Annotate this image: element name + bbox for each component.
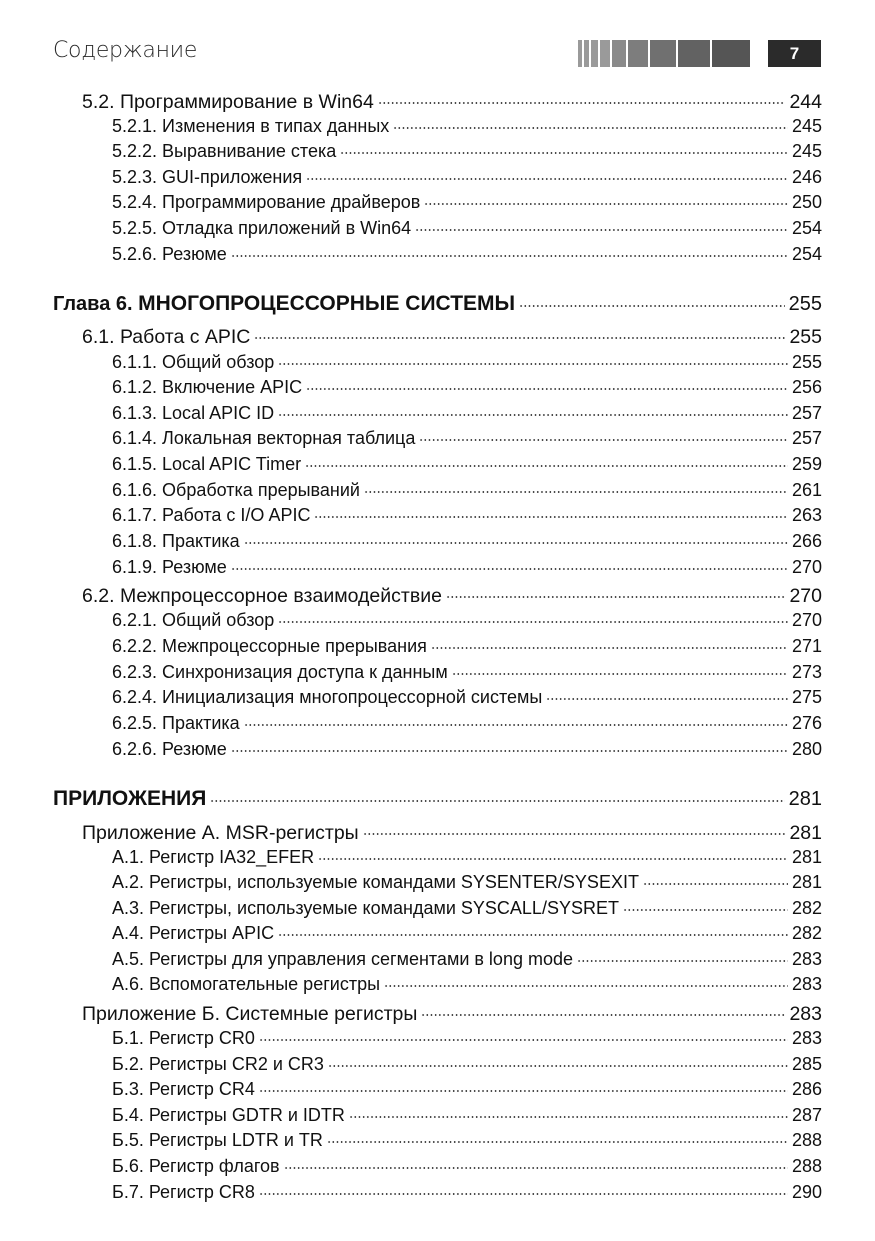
toc-page-number: 287 [791,1105,822,1125]
toc-page-number: 254 [791,244,822,264]
header-decor-segment [584,40,589,67]
dot-leader [364,478,788,496]
dot-leader [231,242,788,260]
dot-leader [643,870,788,888]
toc-sub-entry[interactable] [112,972,822,993]
toc-page-number: 270 [791,610,822,630]
toc-entry-title: 5.2.4. Программирование драйверов [112,192,421,212]
dot-leader [278,608,788,626]
toc-page-number: 255 [788,293,822,315]
toc-entry-title: 6.1.8. Практика [112,531,240,551]
toc-entry-title: Б.4. Регистры GDTR и IDTR [112,1105,345,1125]
header-decor-segment [600,40,610,67]
toc-sub-entry[interactable] [112,165,822,186]
toc-page-number: 283 [791,974,822,994]
toc-entry-title: 6.2.6. Резюме [112,739,227,759]
toc-page-number: 288 [791,1130,822,1150]
toc-sub-entry[interactable] [112,1052,822,1073]
dot-leader [278,350,788,368]
toc-page-number: 281 [791,847,822,867]
toc-entry-title: А.2. Регистры, используемые командами SYSENTER/SYSEXIT [112,872,639,892]
toc-entry-title: Б.7. Регистр CR8 [112,1182,255,1202]
toc-sub-entry[interactable] [112,190,822,211]
toc-sub-entry[interactable] [112,114,822,135]
running-title: Содержание [53,38,198,63]
toc-chapter-entry[interactable] [53,290,822,314]
toc-sub-entry[interactable] [112,350,822,371]
toc-entry-title: А.3. Регистры, используемые командами SYSCALL/SYSRET [112,898,619,918]
dot-leader [305,452,788,470]
toc-sub-entry[interactable] [112,503,822,524]
toc-page-number: 288 [791,1156,822,1176]
toc-page-number: 275 [791,687,822,707]
toc-entry-title: 6.2.3. Синхронизация доступа к данным [112,662,448,682]
toc-entry-title: 6.1.1. Общий обзор [112,352,275,372]
toc-entry-title: Приложение А. MSR-регистры [82,821,359,844]
toc-page-number: 250 [791,192,822,212]
toc-entry-title: 6.1.5. Local APIC Timer [112,454,302,474]
toc-entry-title: 5.2. Программирование в Win64 [82,90,374,113]
toc-section-entry[interactable] [82,323,822,347]
toc-sub-entry[interactable] [112,1077,822,1098]
toc-sub-entry[interactable] [112,1103,822,1124]
toc-entry-title: 6.1.9. Резюме [112,557,227,577]
toc-page-number: 276 [791,713,822,733]
toc-page-number: 255 [791,352,822,372]
toc-entry-title: А.1. Регистр IA32_EFER [112,847,315,867]
toc-entry-title: ПРИЛОЖЕНИЯ [53,787,207,810]
header-decor-segment [591,40,598,67]
dot-leader [244,711,788,729]
dot-leader [421,1000,785,1020]
toc-entry-title: А.6. Вспомогательные регистры [112,974,381,994]
toc-entry-title: 5.2.5. Отладка приложений в Win64 [112,218,412,238]
toc-sub-entry[interactable] [112,426,822,447]
toc-page-number: 280 [791,739,822,759]
header-decor-segment [628,40,648,67]
dot-leader [327,1128,788,1146]
toc-entry-title: Б.5. Регистры LDTR и TR [112,1130,323,1150]
toc-entry-title: 6.1.6. Обработка прерываний [112,480,360,500]
dot-leader [306,165,788,183]
toc-page-number: 259 [791,454,822,474]
dot-leader [424,190,788,208]
toc-page-number: 282 [791,923,822,943]
dot-leader [340,139,788,157]
toc-page-number: 281 [791,872,822,892]
toc-page-number: 283 [791,949,822,969]
chapter-prefix: Глава 6. [53,293,133,315]
toc-entry-title: 6.1. Работа с APIC [82,325,251,348]
toc-page-number: 266 [791,531,822,551]
toc-page-number: 281 [789,821,822,844]
toc-page-number: 286 [791,1079,822,1099]
dot-leader [259,1026,788,1044]
dot-leader [328,1052,788,1070]
toc-entry-title: А.4. Регистры APIC [112,923,275,943]
toc-sub-entry[interactable] [112,529,822,550]
dot-leader [210,785,784,805]
toc-entry-title: 6.2.4. Инициализация многопроцессорной системы [112,687,543,707]
header-decor-segment [650,40,676,67]
toc-entry-title: Б.2. Регистры CR2 и CR3 [112,1054,324,1074]
toc-page-number: 256 [791,377,822,397]
toc-sub-entry[interactable] [112,139,822,160]
toc-sub-entry[interactable] [112,845,822,866]
dot-leader [306,375,788,393]
toc-sub-entry[interactable] [112,401,822,422]
toc-sub-entry[interactable] [112,1026,822,1047]
toc-page-number: 245 [791,116,822,136]
toc-entry-title: 6.1.2. Включение APIC [112,377,303,397]
toc-chapter-entry[interactable] [53,785,822,809]
dot-leader [546,685,788,703]
toc-sub-entry[interactable] [112,478,822,499]
toc-page-number: 281 [788,788,822,810]
toc-page-number: 270 [791,557,822,577]
dot-leader [231,555,788,573]
toc-section-entry[interactable] [82,1000,822,1024]
dot-leader [259,1077,788,1095]
toc-sub-entry[interactable] [112,660,822,681]
dot-leader [278,401,788,419]
toc-entry-title: 6.2. Межпроцессорное взаимодействие [82,584,442,607]
toc-entry-title: Б.3. Регистр CR4 [112,1079,255,1099]
dot-leader [519,290,785,310]
chapter-title: МНОГОПРОЦЕССОРНЫЕ СИСТЕМЫ [138,292,516,315]
toc-entry-title: Приложение Б. Системные регистры [82,1002,418,1025]
dot-leader [577,947,788,965]
toc-page-number: 244 [789,90,822,113]
toc-page-number: 271 [791,636,822,656]
toc-sub-entry[interactable] [112,1128,822,1149]
toc-sub-entry[interactable] [112,947,822,968]
dot-leader [284,1154,788,1172]
toc-sub-entry[interactable] [112,452,822,473]
dot-leader [278,921,788,939]
toc-section-entry[interactable] [82,88,822,112]
page-header [0,0,875,80]
toc-sub-entry[interactable] [112,608,822,629]
toc-entry-title: 6.1.4. Локальная векторная таблица [112,428,416,448]
dot-leader [393,114,788,132]
toc-entry-title: 6.1.7. Работа с I/O APIC [112,505,311,525]
dot-leader [254,323,785,343]
toc-sub-entry[interactable] [112,216,822,237]
toc-entry-title: 5.2.2. Выравнивание стека [112,141,337,161]
dot-leader [349,1103,788,1121]
dot-leader [415,216,788,234]
dot-leader [231,737,788,755]
toc-sub-entry[interactable] [112,555,822,576]
toc-page-number: 255 [789,325,822,348]
toc-page-number: 273 [791,662,822,682]
toc-entry-title: 5.2.3. GUI-приложения [112,167,303,187]
dot-leader [419,426,788,444]
toc-page-number: 257 [791,403,822,423]
toc-entry-title: 6.2.2. Межпроцессорные прерывания [112,636,427,656]
toc-page-number: 270 [789,584,822,607]
toc-entry-title: Б.6. Регистр флагов [112,1156,280,1176]
toc-sub-entry[interactable] [112,921,822,942]
toc-page-number: 257 [791,428,822,448]
dot-leader [384,972,788,990]
toc-page-number: 290 [791,1182,822,1202]
toc-section-entry[interactable] [82,819,822,843]
toc-sub-entry[interactable] [112,1154,822,1175]
toc-entry-title [53,293,515,314]
toc-entry-title: 6.1.3. Local APIC ID [112,403,275,423]
toc-page-number: 283 [791,1028,822,1048]
dot-leader [363,819,786,839]
toc-page-number: 282 [791,898,822,918]
toc-entry-title: 6.2.5. Практика [112,713,240,733]
toc-sub-entry[interactable] [112,1180,822,1201]
toc-entry-title: 6.2.1. Общий обзор [112,610,275,630]
toc-sub-entry[interactable] [112,375,822,396]
toc-page-number: 245 [791,141,822,161]
dot-leader [244,529,788,547]
dot-leader [318,845,788,863]
dot-leader [446,582,786,602]
toc-section-entry[interactable] [82,582,822,606]
dot-leader [378,88,786,108]
toc-page-number: 254 [791,218,822,238]
toc-sub-entry[interactable] [112,634,822,655]
dot-leader [259,1180,788,1198]
dot-leader [623,896,788,914]
header-decor-segment [612,40,626,67]
header-decor-segment [712,40,750,67]
toc-page-number: 261 [791,480,822,500]
toc-page-number: 285 [791,1054,822,1074]
toc-entry-title: Б.1. Регистр CR0 [112,1028,255,1048]
dot-leader [452,660,788,678]
toc-sub-entry[interactable] [112,896,822,917]
toc-sub-entry[interactable] [112,242,822,263]
toc-sub-entry[interactable] [112,685,822,706]
page-number: 7 [768,40,821,67]
header-decor-bar [578,40,752,67]
dot-leader [314,503,787,521]
toc-entry-title: 5.2.1. Изменения в типах данных [112,116,390,136]
toc-sub-entry[interactable] [112,737,822,758]
toc-entry-title: 5.2.6. Резюме [112,244,227,264]
toc-page-number: 283 [789,1002,822,1025]
toc-sub-entry[interactable] [112,870,822,891]
toc-page-number: 263 [791,505,822,525]
header-decor-segment [578,40,582,67]
toc-page-number: 246 [791,167,822,187]
toc-sub-entry[interactable] [112,711,822,732]
toc-entry-title: А.5. Регистры для управления сегментами в long mode [112,949,573,969]
header-decor-segment [678,40,710,67]
dot-leader [431,634,788,652]
